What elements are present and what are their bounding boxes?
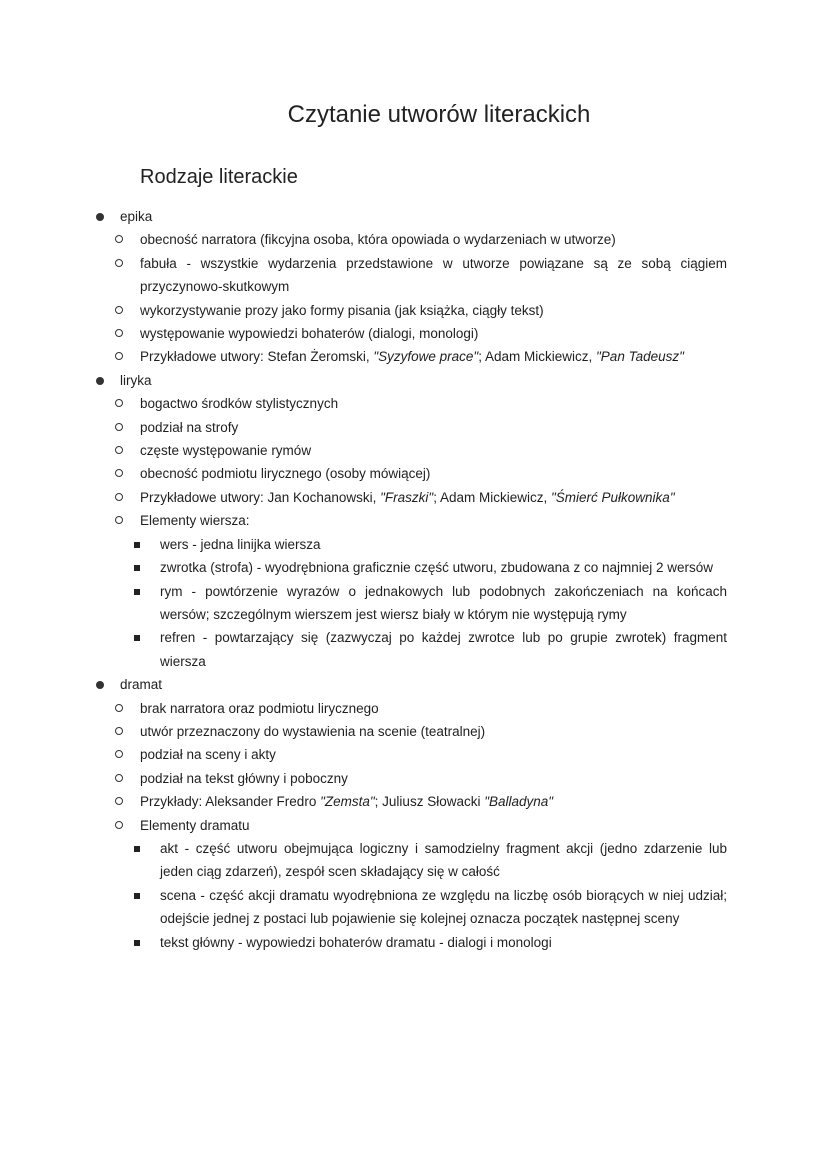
list-item [0,743,727,766]
list-item-text: obecność podmiotu lirycznego (osoby mówiącej) [140,466,431,482]
list-item [0,462,727,485]
hollow-bullet-icon [115,399,123,407]
list-item [0,416,727,439]
genre-item-dramat [0,673,828,696]
section-title: Rodzaje literackie [140,166,298,188]
list-item-text: podział na sceny i akty [140,747,276,763]
hollow-bullet-icon [115,235,123,243]
definition-item [0,884,727,931]
definition-text: akt - część utworu obejmująca logiczny i samodzielny fragment akcji (jedno zdarzenie lub jeden ciąg zdarzeń), zespół scen składający się w całość [160,840,727,880]
filled-bullet-icon [96,377,104,385]
genre-label: epika [120,209,153,224]
list-item-text: fabuła - wszystkie wydarzenia przedstawione w utworze powiązane są ze sobą ciągiem przyczynowo-skutkowym [140,255,727,295]
hollow-bullet-icon [115,821,123,829]
work-title: "Balladyna" [484,794,554,810]
filled-bullet-icon [96,213,104,221]
elements-label: Elementy wiersza: [140,513,250,529]
definition-text: refren - powtarzający się (zazwyczaj po każdej zwrotce lub po grupie zwrotek) fragment wiersza [160,630,727,669]
list-item [0,720,727,743]
square-bullet-icon [134,635,140,641]
hollow-bullet-icon [115,469,123,477]
document-body [0,205,828,954]
examples-item [0,486,727,509]
hollow-bullet-icon [115,727,123,735]
list-item-text: utwór przeznaczony do wystawienia na scenie (teatralnej) [140,723,486,739]
page-title: Czytanie utworów literackich [287,101,591,128]
hollow-bullet-icon [115,306,123,314]
list-item [0,252,727,299]
list-item [0,299,727,322]
hollow-bullet-icon [115,774,123,782]
definition-text: wers - jedna linijka wiersza [160,536,321,552]
list-item-text: podział na tekst główny i poboczny [140,770,348,786]
examples-middle: ; Juliusz Słowacki [374,794,485,810]
work-title: "Zemsta" [320,794,375,810]
genre-label: liryka [120,372,152,388]
examples-prefix: Przykładowe utwory: Stefan Żeromski, [140,349,374,365]
list-item-text: występowanie wypowiedzi bohaterów (dialogi, monologi) [140,326,479,342]
list-item-text: podział na strofy [140,419,239,435]
hollow-bullet-icon [115,493,123,501]
definition-item [0,556,727,579]
list-item-text: częste występowanie rymów [140,443,312,459]
genre-item-epika [0,205,828,228]
hollow-bullet-icon [115,259,123,267]
square-bullet-icon [134,589,140,595]
elements-label: Elementy dramatu [140,817,250,833]
list-item-text: bogactwo środków stylistycznych [140,396,339,412]
definition-text: zwrotka (strofa) - wyodrębniona graficznie część utworu, zbudowana z co najmniej 2 wersów [160,560,713,576]
definition-text: rym - powtórzenie wyrazów o jednakowych lub podobnych zakończeniach na końcach wersów; szczególnym wierszem jest wiersz biały w którym nie występują rymy [160,583,727,622]
hollow-bullet-icon [115,446,123,454]
hollow-bullet-icon [115,750,123,758]
definition-item [0,931,727,954]
hollow-bullet-icon [115,423,123,431]
square-bullet-icon [134,846,140,852]
elements-heading [0,814,727,837]
filled-bullet-icon [96,681,104,689]
genre-label: dramat [120,677,163,693]
examples-item [0,345,727,368]
hollow-bullet-icon [115,352,123,360]
examples-item [0,790,727,813]
square-bullet-icon [134,565,140,571]
hollow-bullet-icon [115,329,123,337]
square-bullet-icon [134,542,140,548]
work-title: "Śmierć Pułkownika" [550,489,675,505]
genre-item-liryka [0,369,828,392]
definition-text: tekst główny - wypowiedzi bohaterów dramatu - dialogi i monologi [160,934,552,950]
list-item [0,392,727,415]
definition-item [0,837,727,884]
work-title: "Fraszki" [380,489,434,505]
list-item [0,439,727,462]
examples-prefix: Przykładowe utwory: Jan Kochanowski, [140,489,381,505]
hollow-bullet-icon [115,797,123,805]
definition-item [0,580,727,627]
hollow-bullet-icon [115,704,123,712]
elements-heading [0,509,727,532]
examples-middle: ; Adam Mickiewicz, [433,489,551,505]
work-title: "Syzyfowe prace" [373,349,479,365]
genre-list [0,205,828,954]
hollow-bullet-icon [115,516,123,524]
list-item-text: wykorzystywanie prozy jako formy pisania (jak książka, ciągły tekst) [140,302,544,318]
definition-item [0,626,727,673]
list-item [0,697,727,720]
examples-middle: ; Adam Mickiewicz, [478,349,597,365]
work-title: "Pan Tadeusz" [596,349,684,365]
square-bullet-icon [134,940,140,946]
definition-item [0,533,727,556]
definition-text: scena - część akcji dramatu wyodrębniona ze względu na liczbę osób biorących w niej udział; odejście jednej z postaci lub pojawienie się kolejnej oznacza początek następnej sceny [160,887,727,927]
list-item-text: obecność narratora (fikcyjna osoba, która opowiada o wydarzeniach w utworze) [140,232,616,248]
list-item [0,228,727,251]
list-item [0,322,727,345]
list-item-text: brak narratora oraz podmiotu lirycznego [140,700,379,716]
square-bullet-icon [134,893,140,899]
examples-prefix: Przykłady: Aleksander Fredro [140,794,321,810]
list-item [0,767,727,790]
